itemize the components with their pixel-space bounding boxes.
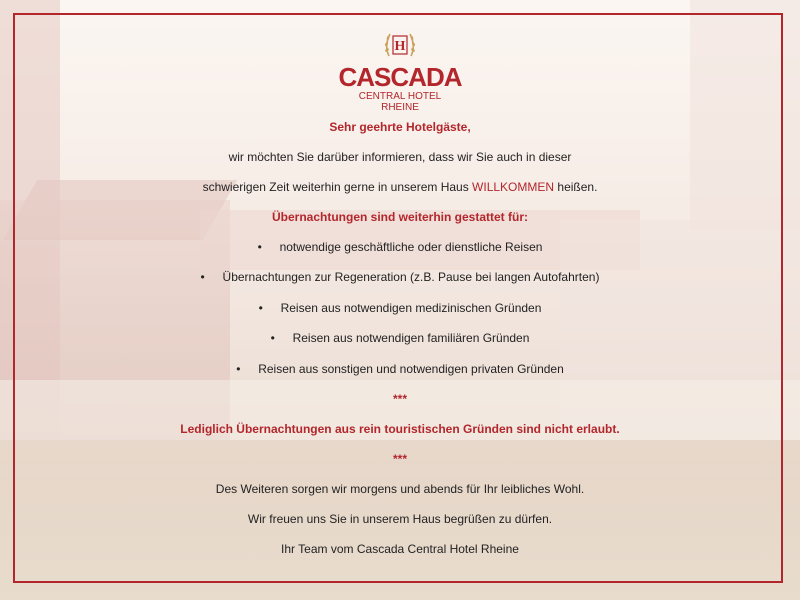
- monogram-letter: H: [394, 39, 406, 54]
- closing-line-2: Wir freuen uns Sie in unserem Haus begrüßen zu dürfen.: [247, 512, 553, 526]
- bullet-icon: •: [257, 240, 262, 254]
- laurel-wreath-icon: [380, 26, 420, 66]
- list-item-text: Reisen aus notwendigen familiären Gründen: [292, 331, 530, 345]
- hotel-subtitle-line2: RHEINE: [381, 102, 419, 113]
- allowed-heading: Übernachtungen sind weiterhin gestattet für:: [271, 210, 529, 224]
- hotel-logo: [330, 26, 470, 118]
- list-item: [0, 300, 800, 316]
- list-item-text: notwendige geschäftliche oder dienstliche Reisen: [279, 240, 543, 254]
- list-item-text: Reisen aus notwendigen medizinischen Gründen: [280, 301, 542, 315]
- separator-top: ***: [392, 392, 407, 406]
- bullet-icon: •: [258, 301, 263, 315]
- list-item: [0, 361, 800, 377]
- list-item-text: Reisen aus sonstigen und notwendigen privaten Gründen: [258, 362, 564, 376]
- bullet-icon: •: [236, 362, 241, 376]
- separator-bottom: ***: [392, 452, 407, 466]
- list-item: [0, 239, 800, 255]
- tourism-notice: Lediglich Übernachtungen aus rein touristischen Gründen sind nicht erlaubt.: [180, 422, 620, 436]
- list-item: [0, 330, 800, 346]
- signature-line: Ihr Team vom Cascada Central Hotel Rheine: [281, 542, 519, 556]
- welcome-highlight: WILLKOMMEN: [472, 180, 555, 194]
- list-item: [0, 269, 800, 285]
- list-item-text: Übernachtungen zur Regeneration (z.B. Pause bei langen Autofahrten): [222, 270, 600, 284]
- intro-line-2-end: heißen.: [554, 180, 598, 194]
- hotel-subtitle-line1: CENTRAL HOTEL: [358, 91, 442, 102]
- intro-line-1: wir möchten Sie darüber informieren, dass wir Sie auch in dieser: [228, 150, 572, 164]
- intro-line-2-start: schwierigen Zeit weiterhin gerne in unserem Haus: [202, 180, 473, 194]
- closing-line-1: Des Weiteren sorgen wir morgens und abends für Ihr leibliches Wohl.: [215, 482, 585, 496]
- intro-line-2: [0, 179, 800, 195]
- greeting: Sehr geehrte Hotelgäste,: [329, 120, 471, 134]
- hotel-brand-name: CASCADA: [338, 62, 462, 92]
- bullet-icon: •: [270, 331, 275, 345]
- bullet-icon: •: [200, 270, 205, 284]
